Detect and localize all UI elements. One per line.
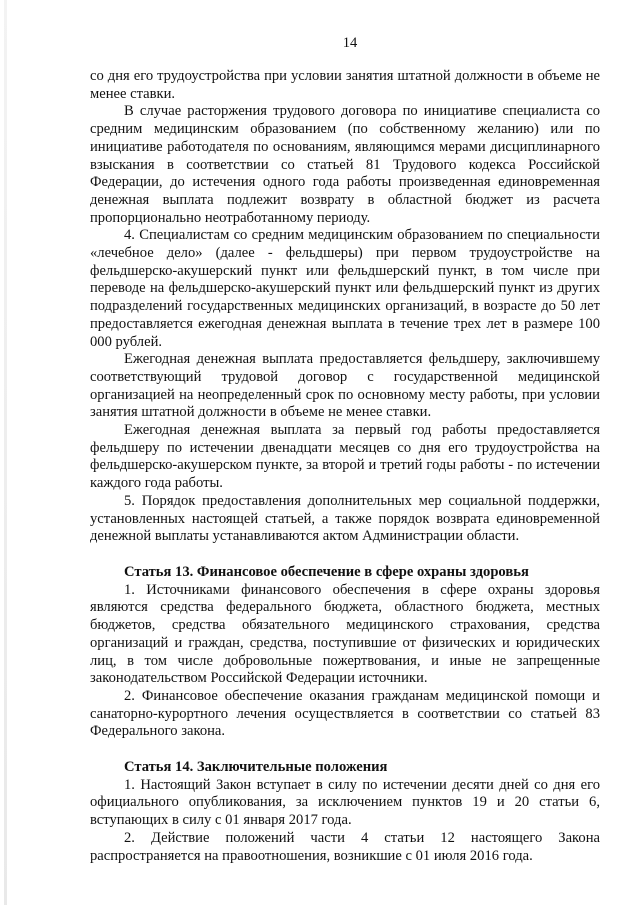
article-13-heading: Статья 13. Финансовое обеспечение в сфере охраны здоровья	[124, 563, 529, 580]
paragraph-annual-payment-conditions: Ежегодная денежная выплата предоставляется фельдшеру, заключившему соответствующий трудовой договор с государственной медицинской организацией на неопределенный срок по основному месту работы, при условии занятия штатной должности в объеме не менее ставки.	[90, 351, 600, 421]
scan-edge	[4, 0, 7, 905]
article-14-heading: Статья 14. Заключительные положения	[124, 759, 388, 776]
article-13-item-1: 1. Источниками финансового обеспечения в сфере охраны здоровья являются средства федерального бюджета, областного бюджета, местных бюджетов, средства обязательного медицинского страхования, средства организаций и граждан, средства, поступившие от физических и юридических лиц, в том числе добровольные пожертвования, и иные не запрещенные законодательством Российской Федерации источники.	[90, 581, 600, 687]
paragraph-termination-refund: В случае расторжения трудового договора по инициативе специалиста со средним медицинским образованием (по собственному желанию) или по инициативе работодателя по основаниям, являющимся мерами дисциплинарного взыскания в соответствии со статьей 81 Трудового кодекса Российской Федерации, до истечения одного года работы произведенная единовременная денежная выплата подлежит возврату в областной бюджет из расчета пропорционально неотработанному периоду.	[90, 103, 600, 226]
paragraph-continuation: со дня его трудоустройства при условии занятия штатной должности в объеме не менее ставки.	[90, 68, 600, 102]
article-14-item-1: 1. Настоящий Закон вступает в силу по истечении десяти дней со дня его официального опубликования, за исключением пунктов 19 и 20 статьи 6, вступающих в силу с 01 января 2017 года.	[90, 776, 600, 829]
paragraph-item-4: 4. Специалистам со средним медицинским образованием по специальности «лечебное дело» (далее - фельдшеры) при первом трудоустройстве на фельдшерско-акушерский пункт или фельдшерский пункт, в том числе при переводе на фельдшерско-акушерский пункт или фельдшерский пункт из других подразделений государственных медицинских организаций, в возрасте до 50 лет предоставляется ежегодная денежная выплата в течение трех лет в размере 100 000 рублей.	[90, 227, 600, 350]
article-14-item-2: 2. Действие положений части 4 статьи 12 настоящего Закона распространяется на правоотношения, возникшие с 01 июля 2016 года.	[90, 829, 600, 864]
page-number: 14	[342, 35, 358, 51]
paragraph-annual-payment-timing: Ежегодная денежная выплата за первый год работы предоставляется фельдшеру по истечении двенадцати месяцев со дня его трудоустройства на фельдшерско-акушерском пункте, за второй и третий годы работы - по истечении каждого года работы.	[90, 422, 600, 492]
article-13-item-2: 2. Финансовое обеспечение оказания гражданам медицинской помощи и санаторно-курортного лечения осуществляется в соответствии со статьей 83 Федерального закона.	[90, 687, 600, 740]
paragraph-item-5: 5. Порядок предоставления дополнительных мер социальной поддержки, установленных настоящей статьей, а также порядок возврата единовременной денежной выплаты устанавливаются актом Администрации области.	[90, 492, 600, 545]
